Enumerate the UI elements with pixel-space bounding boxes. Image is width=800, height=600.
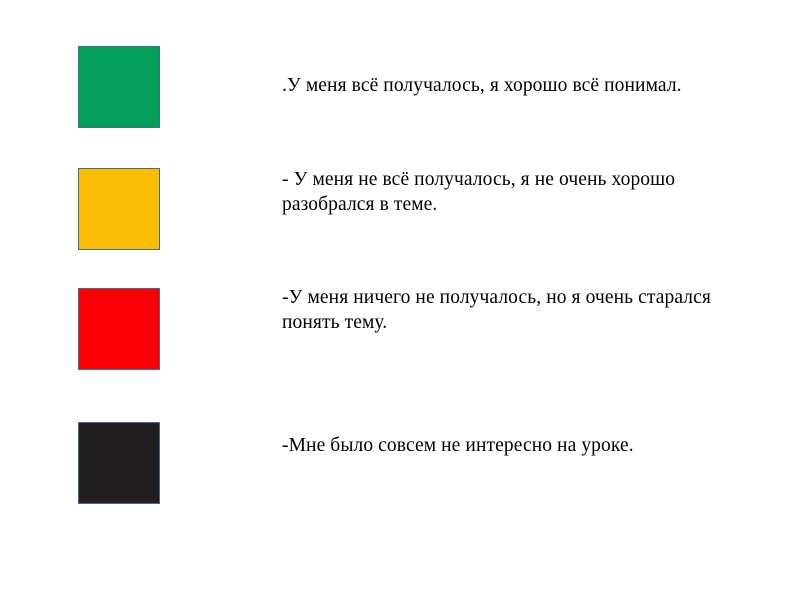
legend-row-label: -Мне было совсем не интересно на уроке. [282, 435, 634, 456]
legend-row-label: -У меня ничего не получалось, но я очень старался понять тему. [282, 287, 711, 333]
legend-row [78, 422, 782, 504]
legend-row [78, 288, 752, 370]
legend-row-label: .У меня всё получалось, я хорошо всё понимал. [282, 75, 682, 96]
legend-row [78, 46, 752, 128]
black-swatch [78, 422, 160, 504]
legend-row-label: - У меня не всё получалось, я не очень хорошо разобрался в теме. [282, 169, 676, 215]
green-swatch [78, 46, 160, 128]
yellow-swatch [78, 168, 160, 250]
legend-row [78, 168, 752, 250]
red-swatch [78, 288, 160, 370]
